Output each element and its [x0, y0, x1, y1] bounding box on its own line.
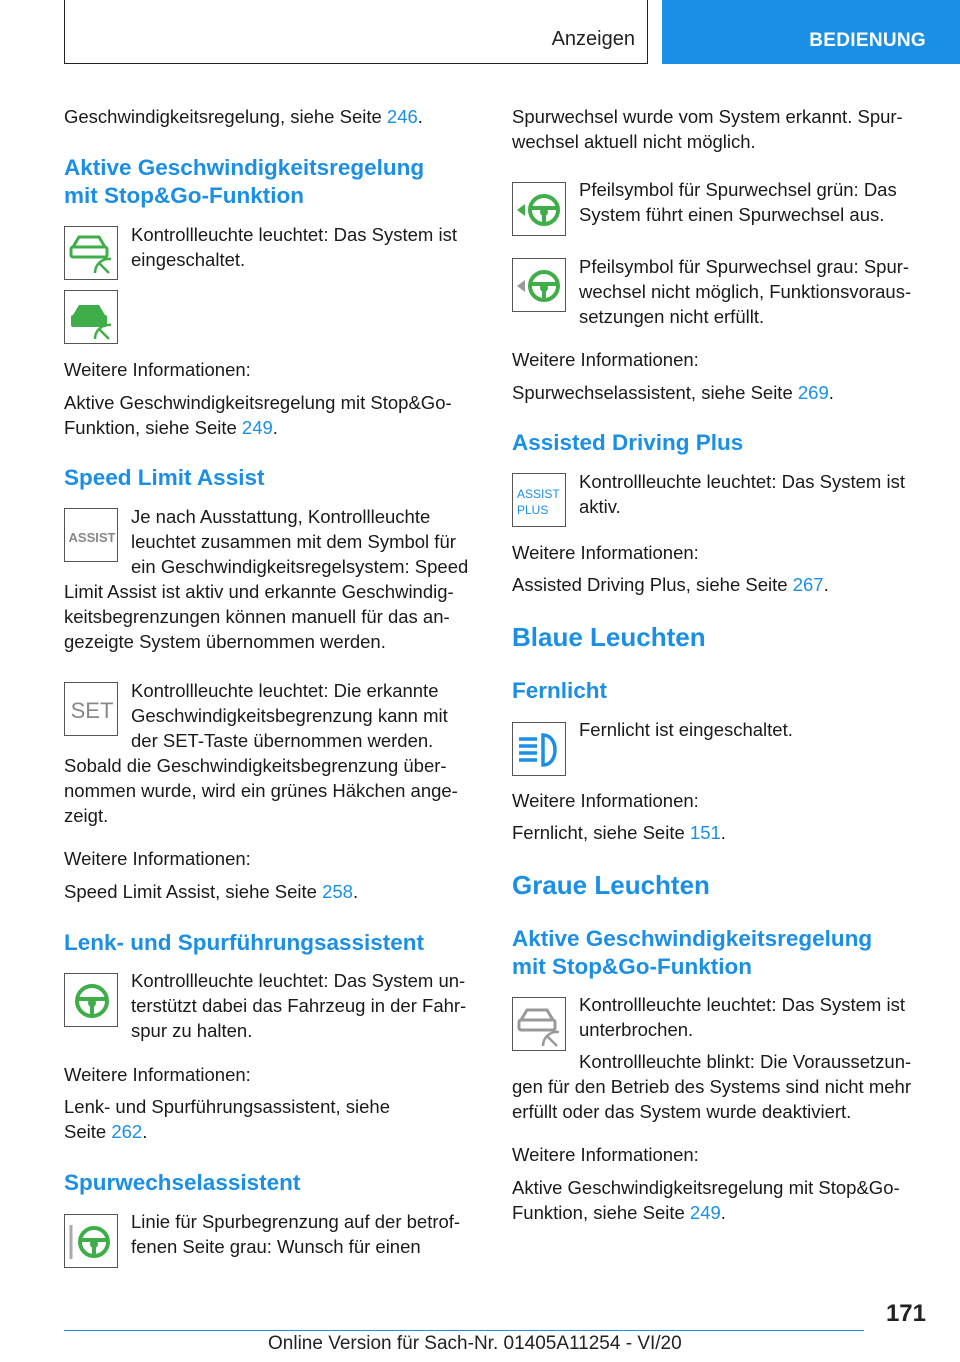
swa-reference: Spurwechselassistent, siehe Seite 269. [512, 382, 834, 403]
acc-reference: Aktive Geschwindigkeitsregelung mit Stop&Go- Funktion, siehe Seite 249. [64, 392, 452, 438]
page-link[interactable]: 249 [241, 417, 273, 438]
acc-grey-more-label: Weitere Informationen: [512, 1144, 699, 1165]
section-heading-lsa: Lenk- und Spurführungsassistent [64, 930, 425, 955]
header-section-label: Anzeigen [551, 28, 635, 50]
svg-text:PLUS: PLUS [517, 503, 549, 517]
swa-continued-text: Spurwechsel wurde vom System erkannt. Spur- wechsel aktuell nicht möglich. [512, 106, 903, 152]
header-section-tab [64, 0, 648, 64]
heading-grey-lights: Graue Leuchten [512, 870, 710, 900]
page-link[interactable]: 249 [689, 1202, 721, 1223]
page-link[interactable]: 151 [689, 822, 721, 843]
svg-text:ASSIST: ASSIST [517, 487, 560, 501]
heading-blue-lights: Blaue Leuchten [512, 622, 706, 652]
section-heading-acc: Aktive Geschwindigkeitsregelung mit Stop&Go-Funktion [64, 155, 425, 208]
acc-more-label: Weitere Informationen: [64, 359, 251, 380]
page-link[interactable]: 258 [322, 881, 353, 902]
acc-grey-reference: Aktive Geschwindigkeitsregelung mit Stop&Go- Funktion, siehe Seite 249. [512, 1177, 900, 1223]
section-heading-swa: Spurwechselassistent [64, 1170, 301, 1195]
sla-reference: Speed Limit Assist, siehe Seite 258. [64, 881, 359, 902]
fernlicht-reference: Fernlicht, siehe Seite 151. [512, 822, 726, 843]
adp-more-label: Weitere Informationen: [512, 542, 699, 563]
sla-more-label: Weitere Informationen: [64, 848, 251, 869]
acc-filled-icon [64, 290, 118, 344]
acc-grey-blink-text: Kontrollleuchte blinkt: Die Voraussetzun- [579, 1051, 912, 1072]
section-heading-fernlicht: Fernlicht [512, 678, 608, 703]
page-link[interactable]: 269 [797, 382, 829, 403]
sla-text-full: Limit Assist ist aktiv und erkannte Geschwindig- keitsbegrenzungen können manuell für das an- gezeigte System übernommen werden. [64, 581, 454, 652]
acc-text: Kontrollleuchte leuchtet: Das System ist eingeschaltet. [131, 224, 457, 270]
lsa-text: Kontrollleuchte leuchtet: Das System un- terstützt dabei das Fahrzeug in der Fahr- spur zu halten. [131, 970, 467, 1041]
page-number: 171 [885, 1300, 926, 1327]
lsa-reference: Lenk- und Spurführungsassistent, siehe Seite 262. [64, 1096, 391, 1142]
footer-text: Online Version für Sach-Nr. 01405A11254 - VI/20 [268, 1333, 682, 1354]
swa-more-label: Weitere Informationen: [512, 349, 699, 370]
acc-grey-text: Kontrollleuchte leuchtet: Das System ist unterbrochen. [579, 994, 905, 1040]
page-link[interactable]: 262 [111, 1121, 143, 1142]
adp-reference: Assisted Driving Plus, siehe Seite 267. [512, 574, 829, 595]
set-text-full: Sobald die Geschwindigkeitsbegrenzung über- nommen wurde, wird ein grünes Häkchen ange- zeigt. [64, 755, 458, 826]
svg-text:ASSIST: ASSIST [68, 530, 116, 545]
lsa-more-label: Weitere Informationen: [64, 1064, 251, 1085]
svg-text:SET: SET [70, 698, 114, 723]
swa-text: Linie für Spurbegrenzung auf der betrof- fenen Seite grau: Wunsch für einen [131, 1211, 461, 1257]
adp-text: Kontrollleuchte leuchtet: Das System ist aktiv. [579, 471, 905, 517]
fernlicht-text: Fernlicht ist eingeschaltet. [579, 719, 793, 740]
header-chapter-tab [662, 0, 960, 64]
sla-text-indented: Je nach Ausstattung, Kontrollleuchte leuchtet zusammen mit dem Symbol für ein Geschwindigkeitsregelsystem: Speed [131, 506, 469, 577]
grey-arrow-text: Pfeilsymbol für Spurwechsel grau: Spur- wechsel nicht möglich, Funktionsvoraus- setzungen nicht erfüllt. [579, 256, 912, 327]
section-heading-sla: Speed Limit Assist [64, 465, 265, 490]
section-heading-adp: Assisted Driving Plus [512, 430, 744, 455]
section-heading-acc-grey: Aktive Geschwindigkeitsregelung mit Stop&Go-Funktion [512, 926, 873, 979]
set-text-indented: Kontrollleuchte leuchtet: Die erkannte Geschwindigkeitsbegrenzung kann mit der SET-Taste übernommen werden. [131, 680, 448, 751]
green-arrow-text: Pfeilsymbol für Spurwechsel grün: Das System führt einen Spurwechsel aus. [579, 179, 897, 225]
header-chapter-label: BEDIENUNG [809, 30, 926, 51]
intro-paragraph: Geschwindigkeitsregelung, siehe Seite 246. [64, 106, 423, 127]
page-link[interactable]: 246 [386, 106, 418, 127]
footer-divider [64, 1330, 864, 1331]
page-link[interactable]: 267 [792, 574, 824, 595]
acc-grey-blink-text-full: gen für den Betrieb des Systems sind nicht mehr erfüllt oder das System wurde deaktiviert. [512, 1076, 911, 1122]
fernlicht-more-label: Weitere Informationen: [512, 790, 699, 811]
